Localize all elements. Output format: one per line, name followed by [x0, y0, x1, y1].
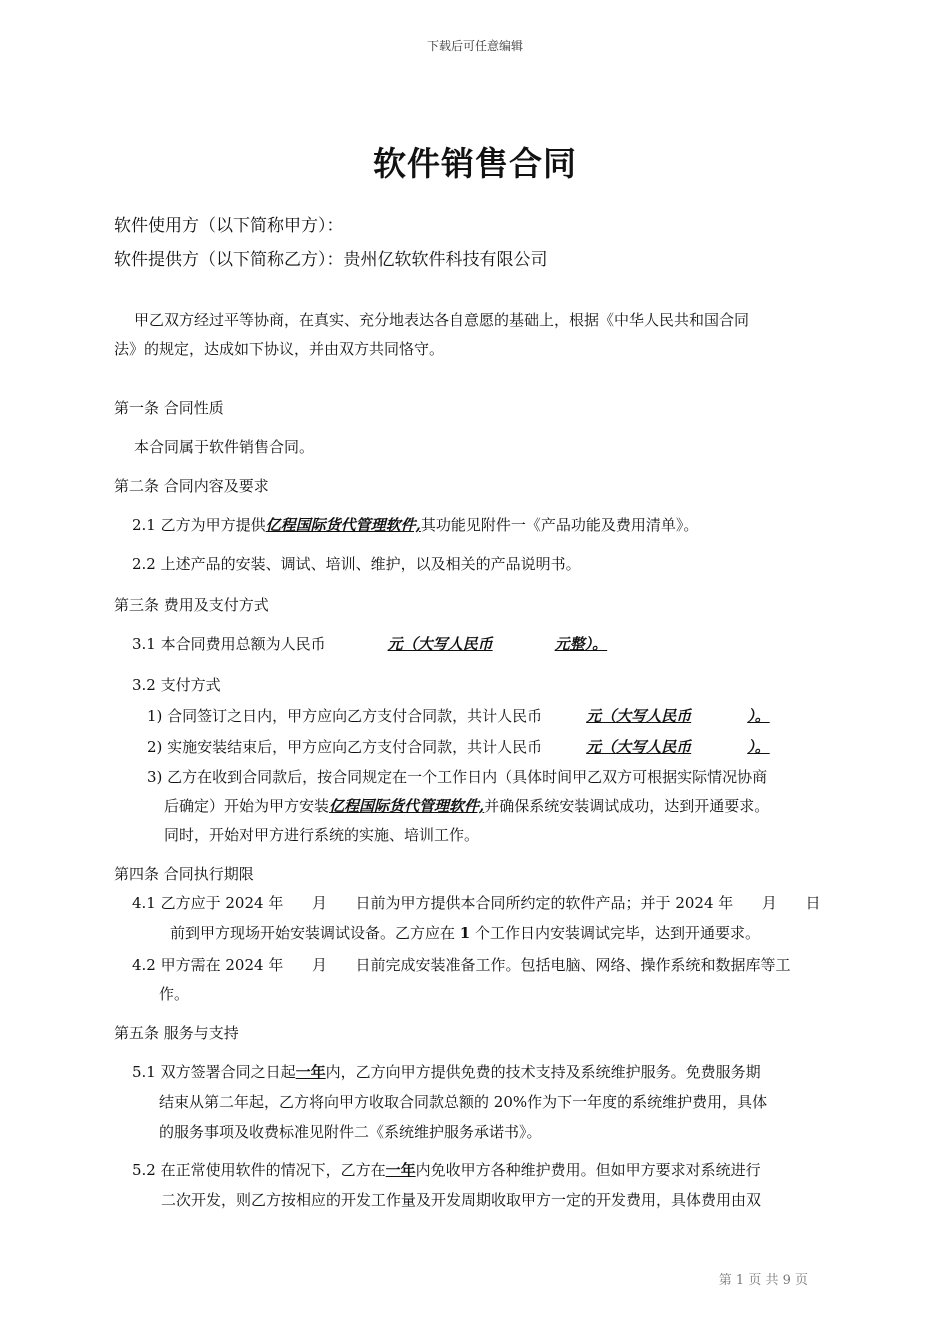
- payment-item-3-line-1: 3) 乙方在收到合同款后，按合同规定在一个工作日内（具体时间甲乙双方可根据实际情况协商: [147, 768, 768, 786]
- intro-line-2: 法》的规定，达成如下协议，并由双方共同恪守。: [114, 340, 445, 358]
- article-5-p2-line-2: 二次开发，则乙方按相应的开发工作量及开发周期收取甲方一定的开发费用，具体费用由双: [161, 1191, 762, 1209]
- a2p1-pre: 2.1 乙方为甲方提供: [132, 516, 266, 534]
- article-4-p2-line-2: 作。: [159, 985, 190, 1003]
- article-2-title: 第二条 合同内容及要求: [114, 477, 269, 495]
- article-3-p1: [132, 634, 607, 654]
- header-note: 下载后可任意编辑: [426, 39, 523, 53]
- pi3-post: 并确保系统安装调试成功，达到开通要求。: [484, 797, 770, 815]
- a2p1-post: 其功能见附件一《产品功能及费用清单》。: [420, 516, 699, 534]
- amount-fill: 元（大写人民币 元整）。: [387, 635, 608, 653]
- payment-item-3-line-3: 同时，开始对甲方进行系统的实施、培训工作。: [164, 826, 480, 844]
- article-5-title: 第五条 服务与支持: [114, 1024, 239, 1042]
- a4p1-pre: 前到甲方现场开始安装调试设备。乙方应在: [170, 924, 456, 942]
- page-number: 第 1 页 共 9 页: [718, 1273, 808, 1288]
- article-4-title: 第四条 合同执行期限: [114, 865, 254, 883]
- article-4-p2-line-1: 4.2 甲方需在 2024 年 月 日前完成安装准备工作。包括电脑、网络、操作系统和数据库等工: [132, 956, 791, 974]
- a3p1-pre: 3.1 本合同费用总额为人民币: [132, 635, 326, 653]
- article-3-title: 第三条 费用及支付方式: [114, 596, 269, 614]
- intro-line-1: 甲乙双方经过平等协商，在真实、充分地表达各自意愿的基础上，根据《中华人民共和国合同: [134, 311, 750, 329]
- a5p1-underlined: 一年: [295, 1063, 326, 1081]
- article-4-p1-line-2: [170, 923, 760, 943]
- article-1-p1: 本合同属于软件销售合同。: [134, 438, 315, 456]
- article-4-p1-line-1: 4.1 乙方应于 2024 年 月 日前为甲方提供本合同所约定的软件产品；并于 2024 年 月 日: [132, 894, 821, 912]
- a5p2-underlined: 一年: [385, 1161, 416, 1179]
- pi1-pre: 1) 合同签订之日内，甲方应向乙方支付合同款，共计人民币: [147, 707, 543, 725]
- a4p1-num: 1: [459, 924, 471, 942]
- article-5-p1-line-1: [132, 1062, 761, 1082]
- article-3-p2: 3.2 支付方式: [132, 676, 221, 694]
- pi3-pre: 后确定）开始为甲方安装: [164, 797, 330, 815]
- a4p1-post: 个工作日内安装调试完毕，达到开通要求。: [475, 924, 761, 942]
- party-b-label: 软件提供方（以下简称乙方）：: [114, 250, 344, 270]
- article-1-title: 第一条 合同性质: [114, 399, 224, 417]
- article-5-p2-line-1: [132, 1160, 761, 1180]
- pi2-fill: 元（大写人民币 ）。: [586, 738, 770, 756]
- product-name-2: 亿程国际货代管理软件,: [329, 797, 485, 815]
- document-title: 软件销售合同: [373, 144, 577, 183]
- a5p1-pre: 5.1 双方签署合同之日起: [132, 1063, 296, 1081]
- a5p2-post: 内免收甲方各种维护费用。但如甲方要求对系统进行: [415, 1161, 761, 1179]
- article-2-p1: [132, 515, 698, 535]
- party-b-name: 贵州亿软软件科技有限公司: [343, 250, 548, 270]
- article-5-p1-line-2: 结束从第二年起，乙方将向甲方收取合同款总额的 20%作为下一年度的系统维护费用，具体: [159, 1093, 768, 1111]
- payment-item-1: [147, 706, 770, 726]
- party-b-line: [114, 245, 548, 270]
- article-2-p2: 2.2 上述产品的安装、调试、培训、维护，以及相关的产品说明书。: [132, 555, 581, 573]
- product-name: 亿程国际货代管理软件,: [265, 516, 421, 534]
- pi2-pre: 2) 实施安装结束后，甲方应向乙方支付合同款，共计人民币: [147, 738, 543, 756]
- payment-item-3-line-2: [164, 796, 769, 816]
- a5p2-pre: 5.2 在正常使用软件的情况下，乙方在: [132, 1161, 386, 1179]
- pi1-fill: 元（大写人民币 ）。: [586, 707, 770, 725]
- party-a-line: [114, 211, 344, 236]
- party-a-label: 软件使用方（以下简称甲方）：: [114, 216, 344, 236]
- payment-item-2: [147, 737, 770, 757]
- a5p1-post: 内，乙方向甲方提供免费的技术支持及系统维护服务。免费服务期: [325, 1063, 761, 1081]
- article-5-p1-line-3: 的服务事项及收费标准见附件二《系统维护服务承诺书》。: [159, 1123, 542, 1141]
